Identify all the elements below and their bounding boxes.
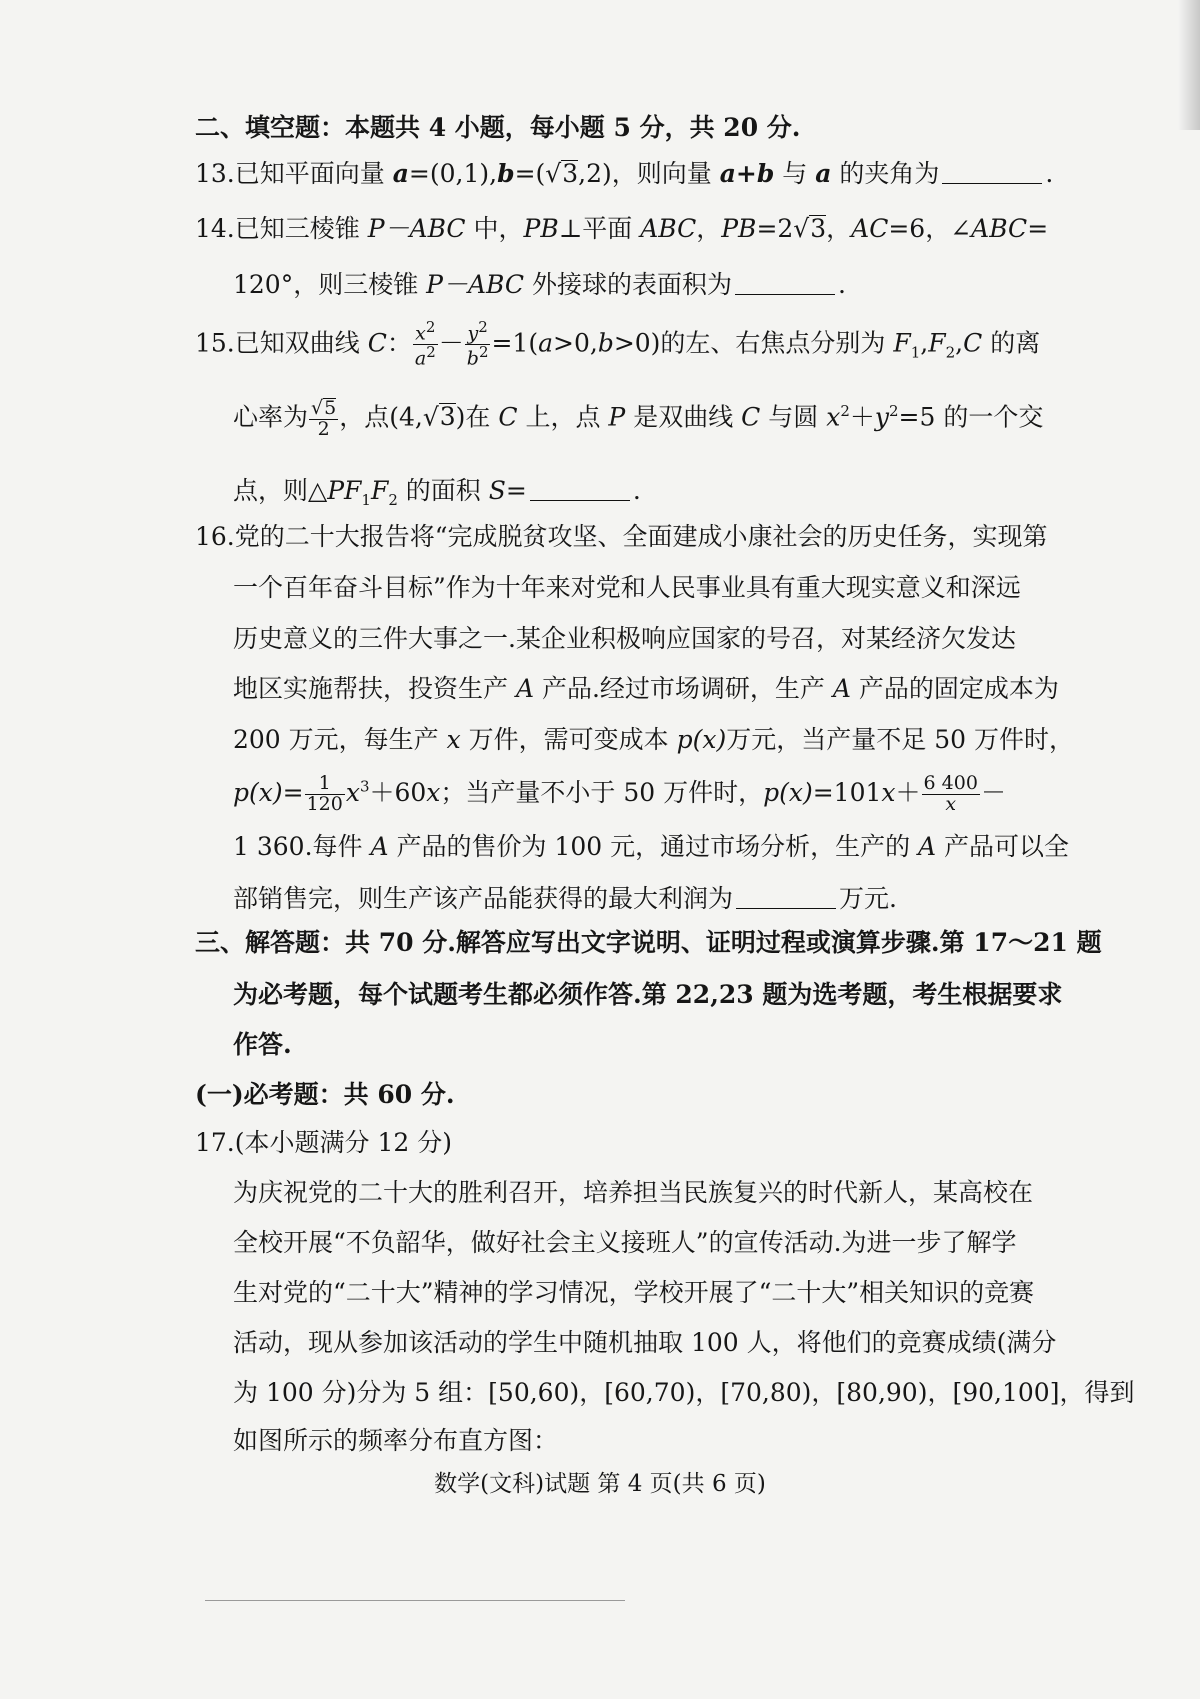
- sqrt5-over-2: $\frac{√5}{2}$: [311, 397, 337, 440]
- question-16-line1: 16.党的二十大报告将“完成脱贫攻坚、全面建成小康社会的历史任务，实现第: [195, 522, 1048, 551]
- question-16-line4: 地区实施帮扶，投资生产 A 产品.经过市场调研，生产 A 产品的固定成本为: [233, 674, 1059, 703]
- q16-number: 16.: [195, 522, 235, 551]
- question-17-line4: 活动，现从参加该活动的学生中随机抽取 100 人，将他们的竞赛成绩(满分: [233, 1328, 1057, 1357]
- question-16-line5: 200 万元，每生产 x 万件，需可变成本 p(x)万元，当产量不足 50 万件时，: [233, 725, 1074, 754]
- question-16-line8: 部销售完，则生产该产品能获得的最大利润为 万元.: [233, 883, 897, 913]
- section-3-line3: 作答.: [233, 1030, 292, 1059]
- question-17-header: 17.(本小题满分 12 分): [195, 1128, 452, 1157]
- question-17-line2: 全校开展“不负韶华，做好社会主义接班人”的宣传活动.为进一步了解学: [233, 1228, 1017, 1257]
- question-14: 14.已知三棱锥 P－ABC 中，PB⊥平面 ABC，PB=2√3，AC=6，∠ABC=: [195, 214, 1049, 243]
- question-14-line2: 120°，则三棱锥 P－ABC 外接球的表面积为 .: [233, 269, 846, 299]
- question-17-line6: 如图所示的频率分布直方图：: [233, 1426, 559, 1455]
- question-15: 15.已知双曲线 C： $\frac{x^2}{a^2}$ － $\frac{y^2}{b^2}$ =1(a>0,b>0)的左、右焦点分别为 $F_1,F_2,C$ 的离: [195, 318, 1041, 370]
- section-3-line2: 为必考题，每个试题考生都必须作答.第 22,23 题为选考题，考生根据要求: [233, 980, 1063, 1009]
- sqrt-sign: √: [422, 402, 439, 432]
- question-15-line3: 点，则$\triangle PF_1F_2$ 的面积 S= .: [233, 475, 641, 509]
- q13-number: 13.: [195, 158, 235, 188]
- question-17-line1: 为庆祝党的二十大的胜利召开，培养担当民族复兴的时代新人，某高校在: [233, 1178, 1034, 1207]
- question-13: 13.已知平面向量 a=(0,1),b=(√3,2)，则向量 a+b 与 a 的夹角为 .: [195, 158, 1054, 188]
- answer-blank: [942, 157, 1042, 184]
- question-16-line3: 历史意义的三件大事之一.某企业积极响应国家的号召，对某经济欠发达: [233, 624, 1016, 653]
- q14-number: 14.: [195, 214, 235, 243]
- x2-over-a2: $\frac{x^2}{a^2}$: [414, 318, 436, 370]
- section-2-heading: 二、填空题：本题共 4 小题，每小题 5 分，共 20 分.: [195, 113, 801, 142]
- answer-blank: [735, 268, 835, 295]
- sqrt-sign: √: [793, 214, 810, 243]
- question-17-line5: 为 100 分)分为 5 组：[50,60)，[60,70)，[70,80)，[80,90)，[90,100]，得到: [233, 1378, 1135, 1407]
- 6400-over-x: $\frac{6 400}{x}$: [923, 772, 978, 815]
- one-over-120: $\frac{1}{120}$: [306, 772, 343, 815]
- question-17-line3: 生对党的“二十大”精神的学习情况，学校开展了“二十大”相关知识的竞赛: [233, 1278, 1035, 1307]
- section-3-line1: 三、解答题：共 70 分.解答应写出文字说明、证明过程或演算步骤.第 17～21 题: [195, 928, 1102, 957]
- question-15-line2: 心率为 $\frac{√5}{2}$ ，点(4,√3)在 C 上，点 P 是双曲线 C 与圆 $x^2+y^2=5$ 的一个交: [233, 397, 1044, 440]
- q15-number: 15.: [195, 328, 235, 358]
- footer-rule: [205, 1600, 625, 1601]
- question-16-line7: 1 360.每件 A 产品的售价为 100 元，通过市场分析，生产的 A 产品可以全: [233, 832, 1070, 861]
- page-footer: 数学(文科)试题 第 4 页(共 6 页): [434, 1471, 766, 1497]
- question-16-line6: p(x)= $\frac{1}{120}$ $x^3+60x$；当产量不小于 50 万件时，p(x)=101x＋ $\frac{6 400}{x}$ －: [233, 772, 1006, 815]
- answer-blank: [736, 882, 836, 909]
- question-16-line2: 一个百年奋斗目标”作为十年来对党和人民事业具有重大现实意义和深远: [233, 573, 1021, 602]
- sqrt-sign: √: [545, 158, 562, 188]
- section-3-sub: (一)必考题：共 60 分.: [195, 1080, 455, 1109]
- answer-blank: [530, 474, 630, 501]
- scan-corner-shadow: [1178, 0, 1200, 130]
- y2-over-b2: $\frac{y^2}{b^2}$: [466, 318, 489, 370]
